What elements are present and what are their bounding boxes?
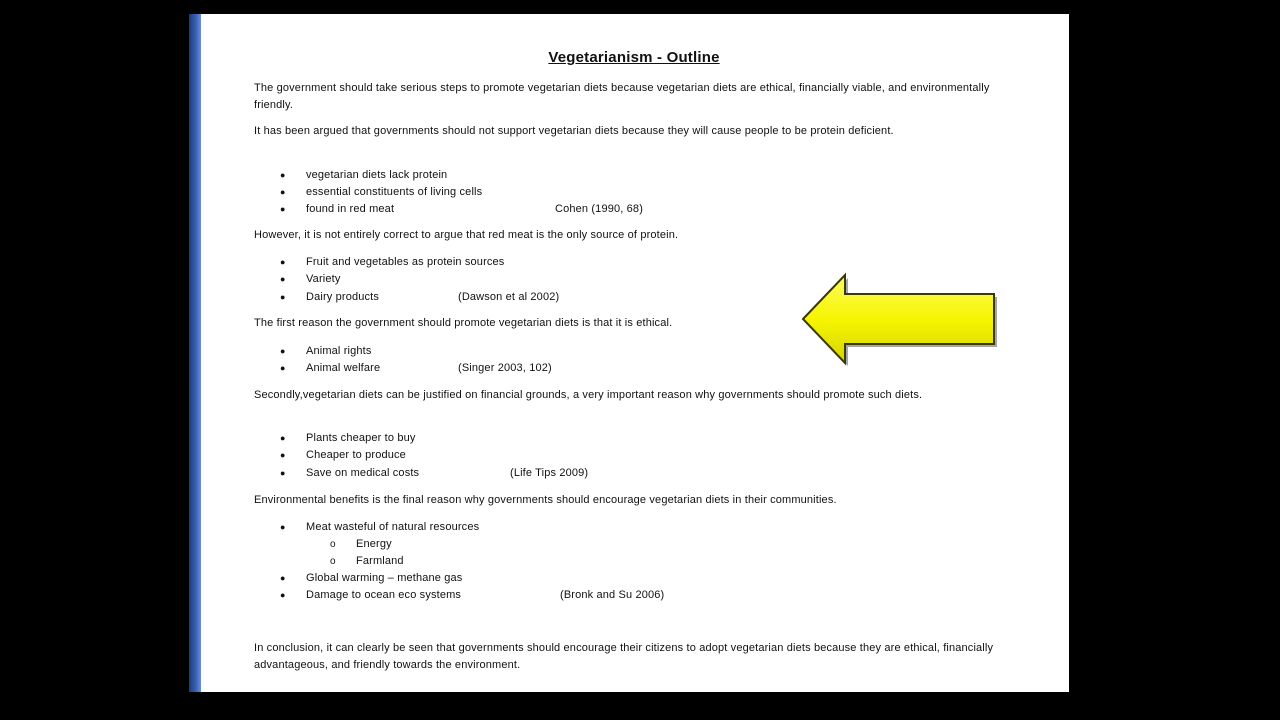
bullet-icon: ● — [280, 257, 286, 267]
bullet-icon: ● — [280, 187, 286, 197]
left-arrow-icon — [800, 272, 1000, 366]
bullet-icon: ● — [280, 450, 286, 460]
citation: Cohen (1990, 68) — [555, 203, 644, 215]
bullet-icon: ● — [280, 573, 286, 583]
bullet-icon: ● — [280, 590, 286, 600]
sub-bullet-icon: o — [330, 539, 336, 550]
bullet-icon: ● — [280, 468, 286, 478]
bullet-icon: ● — [280, 274, 286, 284]
sub-bullet-icon: o — [330, 556, 336, 567]
document-page: Vegetarianism - Outline The government should take serious steps to promote vegetarian diets because vegetarian diets are ethical, financially viable, and environmentally friendly. It has been argued that governments should not support vegetarian diets because they will cause people to be protein deficient. ● vegetarian diets lack protein ● essential constituents of living cells ● found in red meat Cohen (1990, 68) However, it is not entirely correct to argue that red meat is the only source of protein. ● Fruit and vegetables as protein sources ● Variety ● Dairy products (Dawson et al 2002) The first reason the government should promote vegetarian diets is that it is ethical. ● Animal rights ● Animal welfare (Singer 2003, 102) Secondly,vegetarian diets can be justified on financial grounds, a very important reason why governments should promote such diets. ● Plants cheaper to buy ● Cheaper to produce ● Save on medical costs (Life Tips 2009) Environmental benefits is the final reason why governments should encourage vegetarian diets in their communities. ● Meat wasteful of natural resources o Energy o Farmland ● Global warming – methane gas ● Damage to ocean eco systems (Bronk and Su 2006) In conclusion, it can clearly be seen that governments should encourage their citizens to adopt vegetarian diets because they are ethical, financially advantageous, and friendly towards the environment. — [201, 14, 1069, 692]
citation: (Singer 2003, 102) — [458, 362, 552, 374]
bullet-icon: ● — [280, 346, 286, 356]
bullet-icon: ● — [280, 433, 286, 443]
counterargument-paragraph: It has been argued that governments should not support vegetarian diets because they will cause people to be protein deficient. — [254, 125, 894, 137]
citation: (Dawson et al 2002) — [458, 291, 560, 303]
conclusion-paragraph: In conclusion, it can clearly be seen that governments should encourage their citizens to adopt vegetarian diets because they are ethical, financially advantageous, and friendly towards the environment. — [254, 642, 994, 671]
ethical-paragraph: The first reason the government should promote vegetarian diets is that it is ethical. — [254, 317, 673, 329]
bullet-icon: ● — [280, 204, 286, 214]
bullet-icon: ● — [280, 522, 286, 532]
rebuttal-paragraph: However, it is not entirely correct to argue that red meat is the only source of protein. — [254, 229, 679, 241]
thesis-paragraph: The government should take serious steps to promote vegetarian diets because vegetarian diets are ethical, financially viable, and environmentally friendly. — [254, 82, 990, 111]
page-edge-bar — [189, 14, 201, 692]
citation: (Bronk and Su 2006) — [560, 589, 665, 601]
document-title: Vegetarianism - Outline — [548, 49, 720, 66]
environmental-paragraph: Environmental benefits is the final reason why governments should encourage vegetarian diets in their communities. — [254, 494, 837, 506]
bullet-icon: ● — [280, 292, 286, 302]
bullet-icon: ● — [280, 170, 286, 180]
bullet-icon: ● — [280, 363, 286, 373]
financial-paragraph: Secondly,vegetarian diets can be justified on financial grounds, a very important reason why governments should promote such diets. — [254, 389, 923, 401]
citation: (Life Tips 2009) — [510, 467, 589, 479]
